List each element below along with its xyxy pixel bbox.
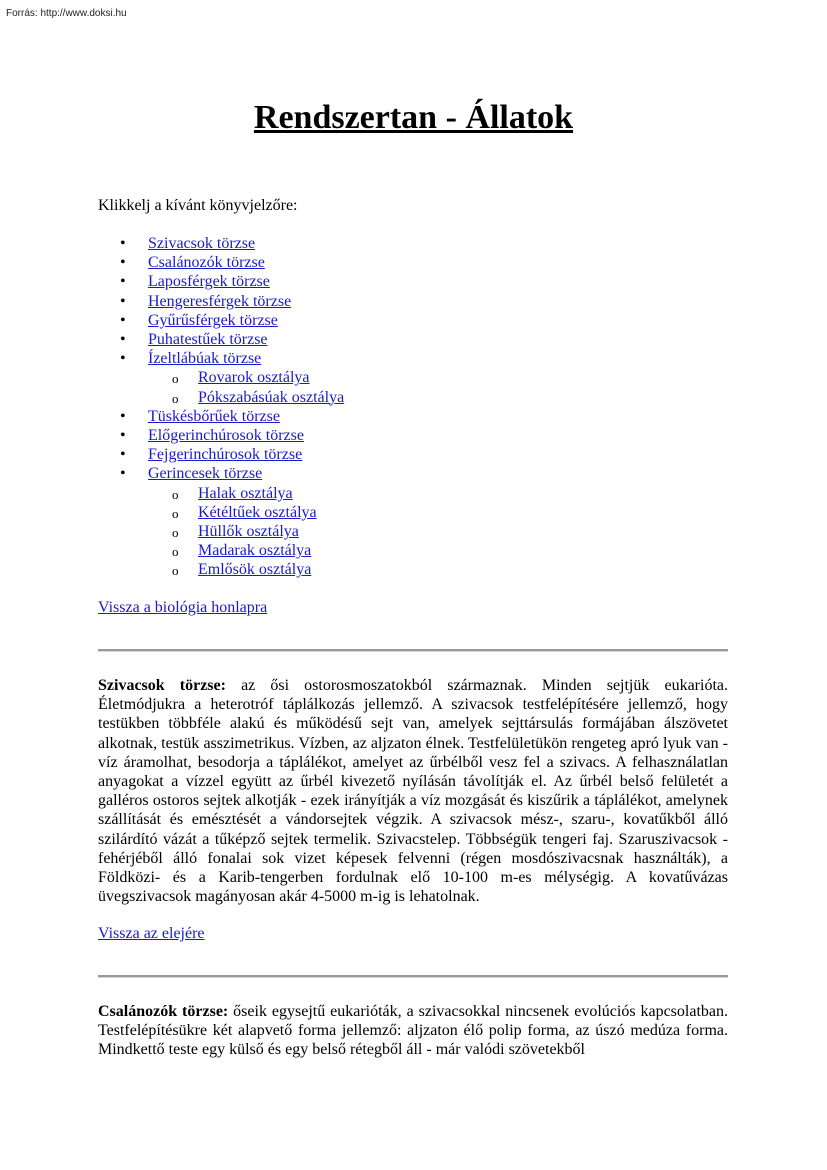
toc-subitem	[148, 388, 344, 407]
toc-item	[98, 330, 344, 349]
toc-link-hengeresfergek[interactable]: Hengeresférgek törzse	[148, 292, 292, 310]
toc-item	[98, 272, 344, 291]
toc-subitem	[148, 503, 344, 522]
toc-link-halak[interactable]: Halak osztálya	[198, 484, 293, 502]
toc-item	[98, 311, 344, 330]
toc-item	[98, 234, 344, 253]
divider	[98, 975, 728, 978]
divider	[98, 649, 728, 652]
toc-item	[98, 292, 344, 311]
toc-item	[98, 349, 344, 407]
toc-link-keteltuek[interactable]: Kétéltűek osztálya	[198, 503, 317, 521]
toc-item	[98, 464, 344, 579]
toc-subitem	[148, 560, 344, 579]
toc-link-elogerinchurosok[interactable]: Előgerinchúrosok törzse	[148, 427, 304, 445]
section-text: őseik egysejtű eukarióták, a szivacsokkal nincsenek evolúciós kapcsolatban. Testfelépítésükre két alapvető forma jellemző: aljzaton élő polip forma, az úszó medúza forma. Mindkettő teste egy külső és egy belső rétegből áll - már valódi szövetekből	[98, 1003, 728, 1059]
toc-link-fejgerinchurosok[interactable]: Fejgerinchúrosok törzse	[148, 446, 303, 464]
page-title: Rendszertan - Állatok	[253, 99, 574, 136]
toc-subitem	[148, 541, 344, 560]
toc-item	[98, 407, 344, 426]
toc-link-szivacsok[interactable]: Szivacsok törzse	[148, 235, 256, 252]
section-heading: Szivacsok törzse:	[98, 677, 226, 694]
toc-subitem	[148, 522, 344, 541]
toc-link-hullok[interactable]: Hüllők osztálya	[198, 523, 299, 541]
toc-link-laposfergek[interactable]: Laposférgek törzse	[148, 273, 270, 291]
bookmark-list	[98, 234, 344, 580]
toc-link-gyurusfergek[interactable]: Gyűrűsférgek törzse	[148, 311, 278, 329]
toc-item	[98, 426, 344, 445]
intro-text: Klikkelj a kívánt könyvjelzőre:	[98, 197, 298, 214]
source-note: Forrás: http://www.doksi.hu	[6, 8, 127, 19]
toc-link-izeltlabuak[interactable]: Ízeltlábúak törzse	[148, 350, 262, 368]
toc-link-gerincesek[interactable]: Gerincesek törzse	[148, 465, 263, 483]
back-to-top-link[interactable]: Vissza az elejére	[98, 925, 205, 942]
toc-item	[98, 445, 344, 464]
back-to-biology-link[interactable]: Vissza a biológia honlapra	[98, 599, 268, 616]
toc-link-emlosok[interactable]: Emlősök osztálya	[198, 561, 312, 579]
section-text: az ősi ostorosmoszatokból származnak. Minden sejtjük eukarióta. Életmódjukra a heterotróf táplálkozás jellemző. A szivacsok testfelépítésére jellemző, hogy testükben többféle alakú és működésű sejt van, amelyek sejttársulás formájában álszövetet alkotnak, testük asszimetrikus. Vízben, az aljzaton élnek. Testfelületükön rengeteg apró lyuk van - víz áramolhat, besodorja a táplálékot, amelyet az űrbélből vesz fel a szivacs. A felhasználatlan anyagokat a vízzel együtt az űrbél kivezető nyílásán távolítják el. Az űrbél belső felületét a galléros ostoros sejtek alkotják - ezek irányítják a víz mozgását és kiszűrik a táplálékot, amelynek szállítását és emésztését a vándorsejtek végzik. A szivacsok mész-, szaru-, kovatűkből álló szilárdító vázát a tűképző sejtek termelik. Szivacstelep. Többségük tengeri faj. Szaruszivacsok - fehérjéből álló fonalai sok vizet képesek felvenni (régen mosdószivacsnak használták), a Földközi- és a Karib-tengerben fordulnak elő 10-100 m-es mélységig. A kovatűvázas üvegszivacsok magányosan akár 4-5000 m-ig is lehatolnak.	[98, 677, 729, 906]
toc-link-pokszabasuak[interactable]: Pókszabásúak osztálya	[198, 388, 345, 406]
section-szivacsok	[98, 676, 728, 906]
toc-sublist	[148, 484, 344, 580]
toc-item	[98, 253, 344, 272]
toc-link-csalanozok[interactable]: Csalánozók törzse	[148, 254, 265, 272]
toc-link-madarak[interactable]: Madarak osztálya	[198, 542, 312, 560]
toc-subitem	[148, 368, 344, 387]
section-heading: Csalánozók törzse:	[98, 1003, 229, 1020]
toc-subitem	[148, 484, 344, 503]
toc-sublist	[148, 368, 344, 406]
toc-link-puhatestuek[interactable]: Puhatestűek törzse	[148, 331, 268, 349]
toc-link-rovarok[interactable]: Rovarok osztálya	[198, 369, 310, 387]
toc-link-tuskesboruek[interactable]: Tüskésbőrűek törzse	[148, 407, 280, 425]
section-csalanozok	[98, 1002, 728, 1060]
